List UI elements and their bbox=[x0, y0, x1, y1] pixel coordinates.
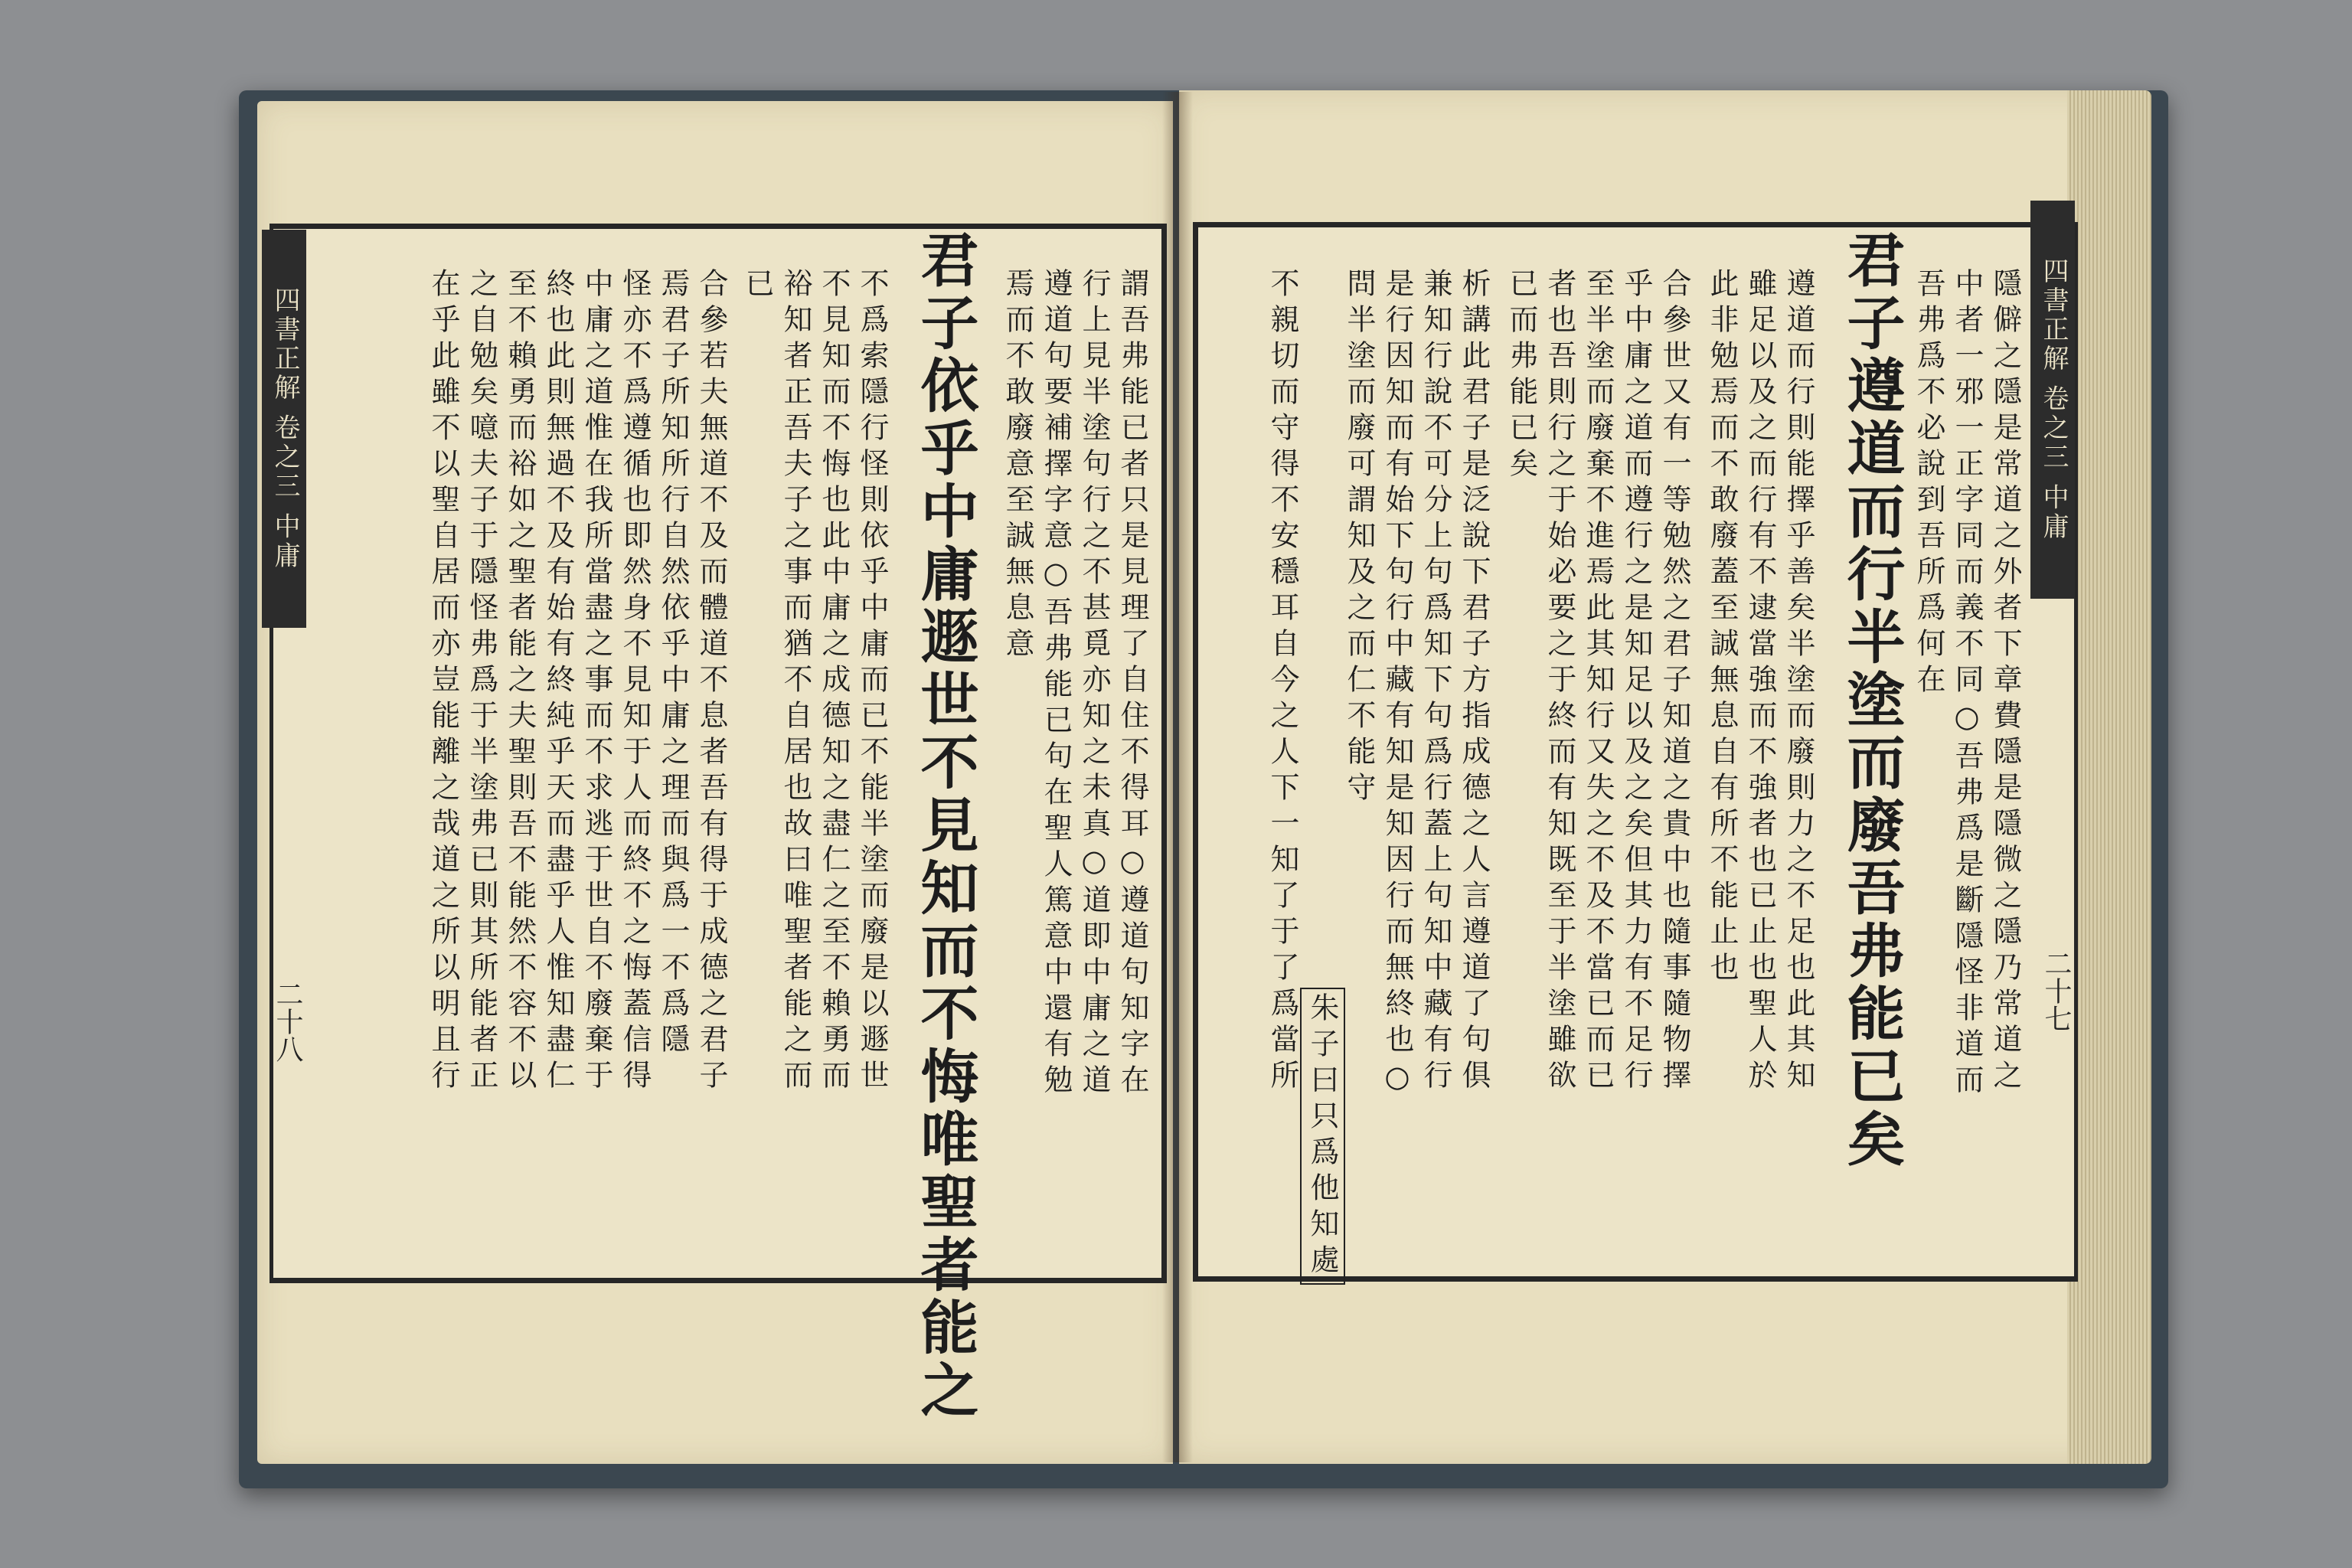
left-commentary-10: 焉君子所知所行自然依乎中庸之理而與爲一不爲隱 bbox=[656, 268, 690, 1060]
right-commentary-2: 中者一邪一正字同而義不同○吾弗爲是斷隱怪非道而 bbox=[1950, 268, 1984, 1100]
left-commentary-5: 不爲索隱行怪則依乎中庸而已不能半塗而廢是以遯世 bbox=[855, 268, 889, 1096]
right-commentary-11: 已而弗能已矣 bbox=[1504, 268, 1538, 484]
left-commentary-6: 不見知而不悔也此中庸之成德知之盡仁之至不賴勇而 bbox=[817, 268, 851, 1096]
right-commentary-9: 至半塗而廢棄不進焉此其知行又失之不及不當已而已 bbox=[1581, 268, 1615, 1096]
left-folio: 二十八 bbox=[272, 980, 303, 1063]
right-commentary-7: 合參世又有一等勉然之君子知道之貴中也隨事隨物擇 bbox=[1658, 268, 1691, 1096]
left-commentary-1: 謂吾弗能已者只是見理了自住不得耳○遵道句知字在 bbox=[1116, 268, 1149, 1100]
left-commentary-14: 至不賴勇而裕如之聖者能之夫聖則吾不能然不容不以 bbox=[503, 268, 537, 1096]
left-commentary-2: 行上見半塗句行之不甚覓亦知之未真○道即中庸之道 bbox=[1077, 268, 1111, 1100]
right-margin-title: 四書正解 卷之三 中庸 bbox=[2030, 201, 2075, 599]
page-edges bbox=[2067, 90, 2151, 1464]
right-commentary-5: 雖足以及之而行有不逮當強而不強者也已止也聖人於 bbox=[1743, 268, 1777, 1096]
left-commentary-4: 焉而不敢廢意至誠無息意 bbox=[1001, 268, 1034, 664]
right-commentary-4: 遵道而行則能擇乎善矣半塗而廢則力之不足也此其知 bbox=[1782, 268, 1815, 1096]
book-gutter bbox=[1162, 92, 1193, 1462]
left-margin-title: 四書正解 卷之三 中庸 bbox=[262, 230, 306, 628]
right-commentary-1: 隱僻之隱是常道之外者下章費隱是隱微之隱乃常道之 bbox=[1988, 268, 2022, 1096]
right-commentary-3: 吾弗爲不必說到吾所爲何在 bbox=[1912, 268, 1945, 700]
left-main-text: 君子依乎中庸遯世不見知而不悔唯聖者能之 bbox=[911, 230, 979, 1423]
right-commentary-16-boxed: 朱子曰只爲他知處 bbox=[1300, 988, 1345, 1285]
left-commentary-8: 已 bbox=[740, 268, 774, 304]
right-commentary-15: 問半塗而廢可謂知及之而仁不能守 bbox=[1342, 268, 1376, 808]
right-commentary-12: 析講此君子是泛說下君子方指成德之人言遵道了句俱 bbox=[1457, 268, 1491, 1096]
right-commentary-14: 是行因知而有始下句行中藏有知是知因行而無終也○ bbox=[1380, 268, 1414, 1100]
left-commentary-9: 合參若夫無道不及而體道不息者吾有得于成德之君子 bbox=[694, 268, 728, 1096]
left-commentary-12: 中庸之道惟在我所當盡之事而不求逃于世自不廢棄于 bbox=[580, 268, 613, 1096]
left-commentary-3: 遵道句要補擇字意○吾弗能已句在聖人篤意中還有勉 bbox=[1039, 268, 1073, 1100]
right-commentary-17: 不親切而守得不安穩耳自今之人下一知了于了爲當所 bbox=[1266, 268, 1299, 1096]
right-commentary-13: 兼知行說不可分上句爲知下句爲行蓋上句知中藏有行 bbox=[1419, 268, 1452, 1096]
left-commentary-13: 終也此則無過不及有始有終純乎天而盡乎人惟知盡仁 bbox=[541, 268, 575, 1096]
left-commentary-16: 在乎此雖不以聖自居而亦豈能離之哉道之所以明且行 bbox=[426, 268, 460, 1096]
right-commentary-8: 乎中庸之道而遵行之是知足以及之矣但其力有不足行 bbox=[1619, 268, 1653, 1096]
left-commentary-11: 怪亦不爲遵循也即然身不見知于人而終不之悔蓋信得 bbox=[618, 268, 652, 1096]
right-commentary-6: 此非勉焉而不敢廢蓋至誠無息自有所不能止也 bbox=[1705, 268, 1739, 988]
left-commentary-7: 裕知者正吾夫子之事而猶不自居也故曰唯聖者能之而 bbox=[779, 268, 812, 1096]
right-main-text: 君子遵道而行半塗而廢吾弗能已矣 bbox=[1838, 230, 1906, 1171]
right-commentary-10: 者也吾則行之于始必要之于終而有知既至于半塗雖欲 bbox=[1543, 268, 1576, 1096]
left-commentary-15: 之自勉矣噫夫子于隱怪弗爲于半塗弗已則其所能者正 bbox=[465, 268, 498, 1096]
right-folio: 二十七 bbox=[2040, 949, 2072, 1032]
